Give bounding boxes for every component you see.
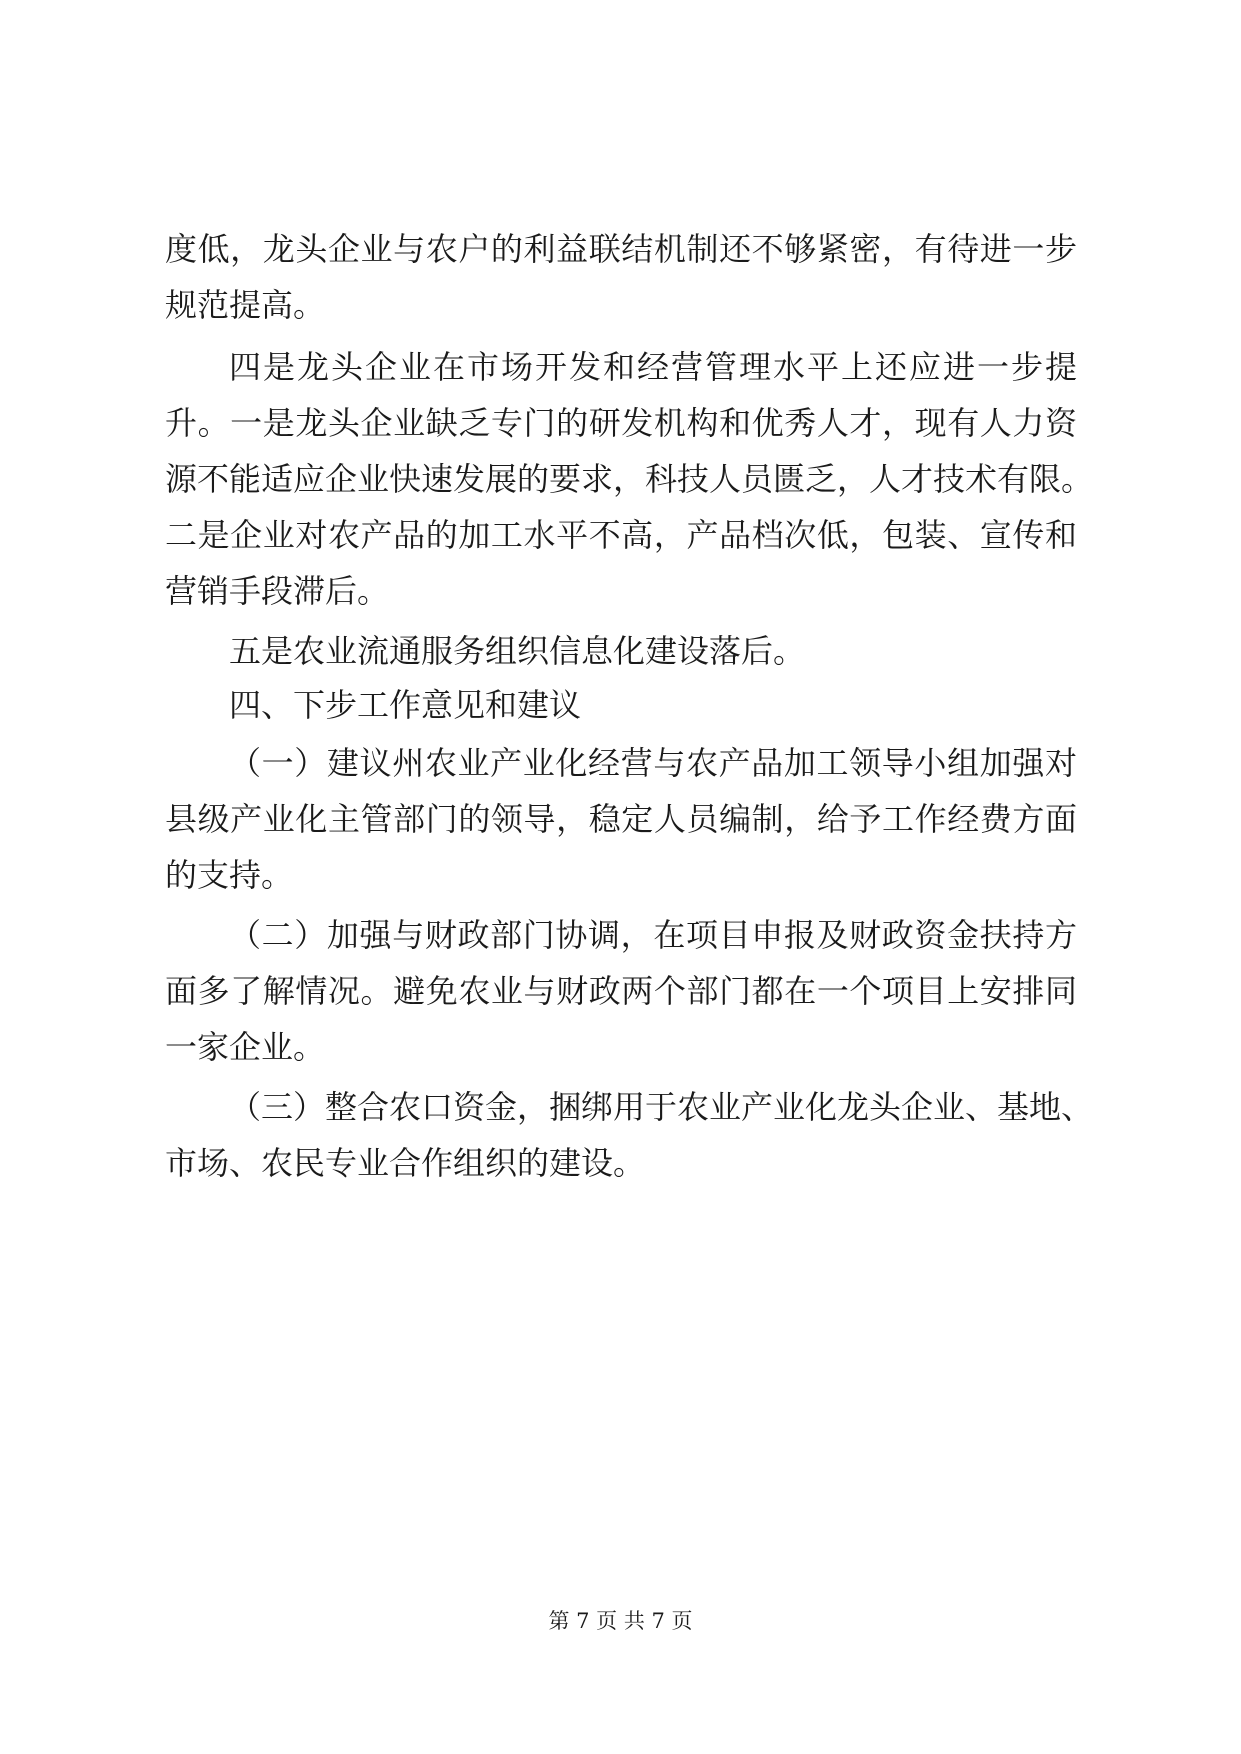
text-line: 县级产业化主管部门的领导，稳定人员编制，给予工作经费方面 — [165, 800, 1077, 838]
text-line: 四是龙头企业在市场开发和经营管理水平上还应进一步提 — [229, 348, 1077, 386]
text-line: 度低，龙头企业与农户的利益联结机制还不够紧密，有待进一步 — [165, 230, 1077, 268]
text-line: 市场、农民专业合作组织的建设。 — [165, 1144, 646, 1182]
text-line: 一家企业。 — [165, 1028, 326, 1066]
text-line: （一）建议州农业产业化经营与农产品加工领导小组加强对 — [229, 744, 1077, 782]
text-line: （三）整合农口资金，捆绑用于农业产业化龙头企业、基地、 — [229, 1088, 1094, 1126]
text-line: 源不能适应企业快速发展的要求，科技人员匮乏，人才技术有限。 — [165, 460, 1094, 498]
text-line: 营销手段滞后。 — [165, 572, 390, 610]
page-number-footer: 第 7 页 共 7 页 — [548, 1609, 693, 1633]
text-line: （二）加强与财政部门协调，在项目申报及财政资金扶持方 — [229, 916, 1077, 954]
section-heading: 四、下步工作意见和建议 — [229, 686, 582, 724]
text-line: 规范提高。 — [165, 286, 326, 324]
text-line: 升。一是龙头企业缺乏专门的研发机构和优秀人才，现有人力资 — [165, 404, 1077, 442]
text-line: 面多了解情况。避免农业与财政两个部门都在一个项目上安排同 — [165, 972, 1077, 1010]
text-line: 五是农业流通服务组织信息化建设落后。 — [229, 632, 806, 670]
text-line: 二是企业对农产品的加工水平不高，产品档次低，包装、宣传和 — [165, 516, 1077, 554]
text-line: 的支持。 — [165, 856, 294, 894]
